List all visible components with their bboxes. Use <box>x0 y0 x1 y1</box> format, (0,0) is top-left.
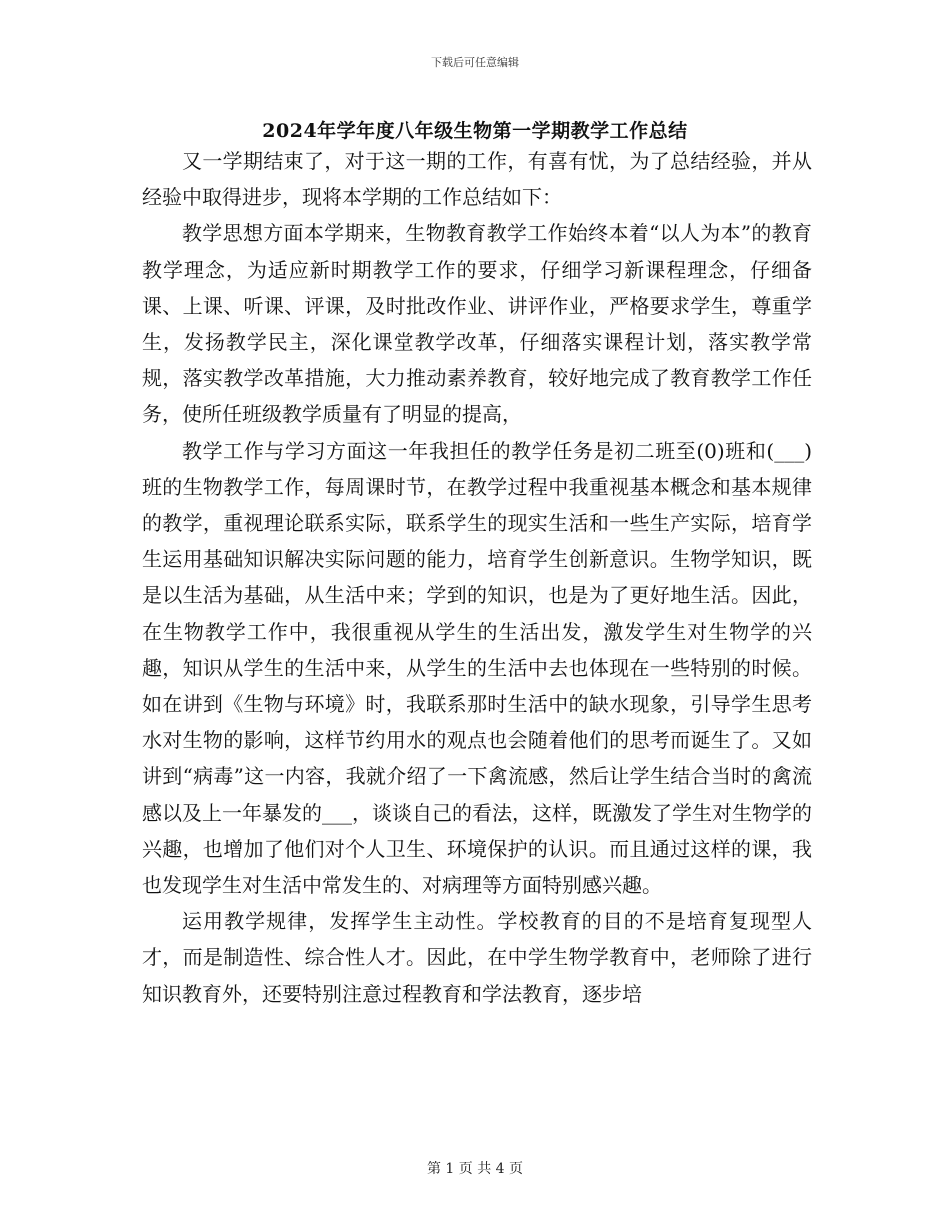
paragraph-teaching-rules: 运用教学规律，发挥学生主动性。学校教育的目的不是培育复现型人才，而是制造性、综合性人才。因此，在中学生物学教育中，老师除了进行知识教育外，还要特别注意过程教育和学法教育，逐步培 <box>142 909 812 1006</box>
document-title: 2024年学年度八年级生物第一学期教学工作总结 <box>262 120 688 142</box>
header-note: 下载后可任意编辑 <box>431 56 519 69</box>
paragraph-intro: 又一学期结束了，对于这一期的工作，有喜有忧，为了总结经验，并从经验中取得进步，现将本学期的工作总结如下： <box>142 149 812 210</box>
paragraph-teaching-work: 教学工作与学习方面这一年我担任的教学任务是初二班至(0)班和(___)班的生物教学工作，每周课时节，在教学过程中我重视基本概念和基本规律的教学，重视理论联系实际，联系学生的现实生活和一些生产实际，培育学生运用基础知识解决实际问题的能力，培育学生创新意识。生物学知识，既是以生活为基础，从生活中来；学到的知识，也是为了更好地生活。因此，在生物教学工作中，我很重视从学生的生活出发，激发学生对生物学的兴趣，知识从学生的生活中来，从学生的生活中去也体现在一些特别的时候。如在讲到《生物与环境》时，我联系那时生活中的缺水现象，引导学生思考水对生物的影响，这样节约用水的观点也会随着他们的思考而诞生了。又如讲到“病毒”这一内容，我就介绍了一下禽流感，然后让学生结合当时的禽流感以及上一年暴发的___，谈谈自己的看法，这样，既激发了学生对生物学的兴趣，也增加了他们对个人卫生、环境保护的认识。而且通过这样的课，我也发现学生对生活中常发生的、对病理等方面特别感兴趣。 <box>142 438 812 898</box>
paragraph-teaching-philosophy: 教学思想方面本学期来，生物教育教学工作始终本着“以人为本”的教育教学理念，为适应新时期教学工作的要求，仔细学习新课程理念，仔细备课、上课、听课、评课，及时批改作业、讲评作业，严格要求学生，尊重学生，发扬教学民主，深化课堂教学改革，仔细落实课程计划，落实教学常规，落实教学改革措施，大力推动素养教育，较好地完成了教育教学工作任务，使所任班级教学质量有了明显的提高， <box>142 221 812 427</box>
document-body <box>142 143 812 1012</box>
page-number: 第 1 页 共 4 页 <box>426 1161 524 1177</box>
